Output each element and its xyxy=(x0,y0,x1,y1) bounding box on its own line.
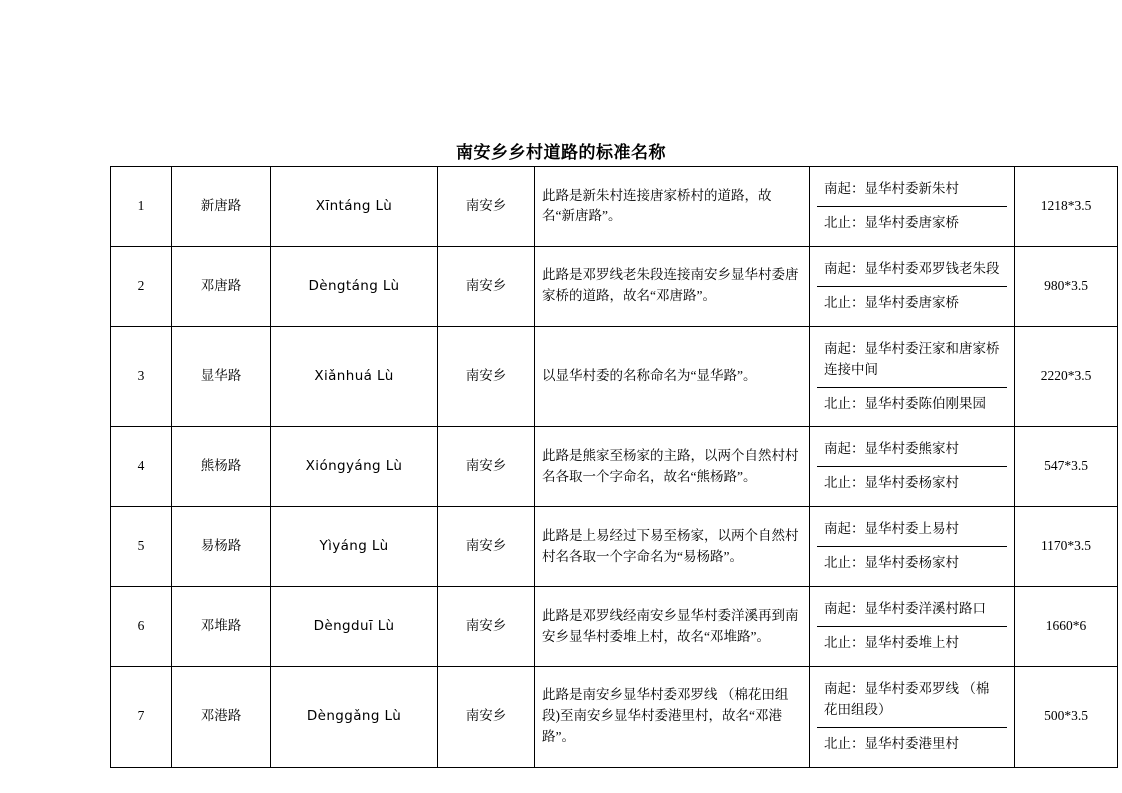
table-row xyxy=(111,167,1118,247)
township: 南安乡 xyxy=(438,587,535,667)
row-number: 6 xyxy=(111,587,172,667)
township: 南安乡 xyxy=(438,427,535,507)
road-size: 1218*3.5 xyxy=(1015,167,1118,247)
page-title: 南安乡乡村道路的标准名称 xyxy=(456,143,666,162)
row-number: 5 xyxy=(111,507,172,587)
road-description: 此路是南安乡显华村委邓罗线 （棉花田组段)至南安乡显华村委港里村，故名“邓港路”。 xyxy=(535,666,810,767)
road-description: 此路是邓罗线老朱段连接南安乡显华村委唐家桥的道路，故名“邓唐路”。 xyxy=(535,246,810,326)
range-end: 北止：显华村委堆上村 xyxy=(824,635,959,651)
road-size: 547*3.5 xyxy=(1015,427,1118,507)
row-number: 7 xyxy=(111,666,172,767)
table-row xyxy=(111,246,1118,326)
road-size: 1660*6 xyxy=(1015,587,1118,667)
road-size: 500*3.5 xyxy=(1015,666,1118,767)
road-range xyxy=(810,167,1015,247)
road-name: 邓堆路 xyxy=(172,587,271,667)
range-end: 北止：显华村委杨家村 xyxy=(824,475,959,491)
row-number: 1 xyxy=(111,167,172,247)
road-range xyxy=(810,427,1015,507)
row-number: 2 xyxy=(111,246,172,326)
range-start: 南起：显华村委新朱村 xyxy=(817,173,1007,207)
range-end: 北止：显华村委唐家桥 xyxy=(824,214,959,230)
range-end: 北止：显华村委唐家桥 xyxy=(824,294,959,310)
row-number: 3 xyxy=(111,326,172,427)
road-description: 以显华村委的名称命名为“显华路”。 xyxy=(535,326,810,427)
road-description: 此路是新朱村连接唐家桥村的道路，故名“新唐路”。 xyxy=(535,167,810,247)
range-start: 南起：显华村委洋溪村路口 xyxy=(817,593,1007,627)
road-size: 980*3.5 xyxy=(1015,246,1118,326)
road-pinyin: Xiǎnhuá Lù xyxy=(271,326,438,427)
road-range xyxy=(810,246,1015,326)
road-range xyxy=(810,326,1015,427)
range-start: 南起：显华村委邓罗钱老朱段 xyxy=(817,253,1007,287)
township: 南安乡 xyxy=(438,666,535,767)
road-size: 1170*3.5 xyxy=(1015,507,1118,587)
road-range xyxy=(810,507,1015,587)
road-name: 易杨路 xyxy=(172,507,271,587)
road-name: 熊杨路 xyxy=(172,427,271,507)
road-pinyin: Dèngtáng Lù xyxy=(271,246,438,326)
road-description: 此路是熊家至杨家的主路，以两个自然村村名各取一个字命名，故名“熊杨路”。 xyxy=(535,427,810,507)
table-row xyxy=(111,666,1118,767)
range-end: 北止：显华村委杨家村 xyxy=(824,555,959,571)
township: 南安乡 xyxy=(438,246,535,326)
road-range xyxy=(810,587,1015,667)
road-pinyin: Dènggǎng Lù xyxy=(271,666,438,767)
table-row xyxy=(111,507,1118,587)
road-pinyin: Xīntáng Lù xyxy=(271,167,438,247)
road-name: 新唐路 xyxy=(172,167,271,247)
range-start: 南起：显华村委邓罗线 （棉花田组段） xyxy=(817,673,1007,728)
range-end: 北止：显华村委港里村 xyxy=(824,735,959,751)
township: 南安乡 xyxy=(438,167,535,247)
road-name: 邓港路 xyxy=(172,666,271,767)
road-name: 邓唐路 xyxy=(172,246,271,326)
road-description: 此路是邓罗线经南安乡显华村委洋溪再到南安乡显华村委堆上村，故名“邓堆路”。 xyxy=(535,587,810,667)
township: 南安乡 xyxy=(438,507,535,587)
table-row xyxy=(111,326,1118,427)
road-pinyin: Dèngduī Lù xyxy=(271,587,438,667)
road-range xyxy=(810,666,1015,767)
road-name-table xyxy=(110,166,1118,768)
road-size: 2220*3.5 xyxy=(1015,326,1118,427)
range-start: 南起：显华村委汪家和唐家桥连接中间 xyxy=(817,333,1007,388)
road-name: 显华路 xyxy=(172,326,271,427)
road-pinyin: Xióngyáng Lù xyxy=(271,427,438,507)
table-row xyxy=(111,587,1118,667)
road-description: 此路是上易经过下易至杨家，以两个自然村村名各取一个字命名为“易杨路”。 xyxy=(535,507,810,587)
township: 南安乡 xyxy=(438,326,535,427)
range-end: 北止：显华村委陈伯刚果园 xyxy=(824,395,986,411)
range-start: 南起：显华村委上易村 xyxy=(817,513,1007,547)
road-pinyin: Yìyáng Lù xyxy=(271,507,438,587)
table-row xyxy=(111,427,1118,507)
row-number: 4 xyxy=(111,427,172,507)
range-start: 南起：显华村委熊家村 xyxy=(817,433,1007,467)
